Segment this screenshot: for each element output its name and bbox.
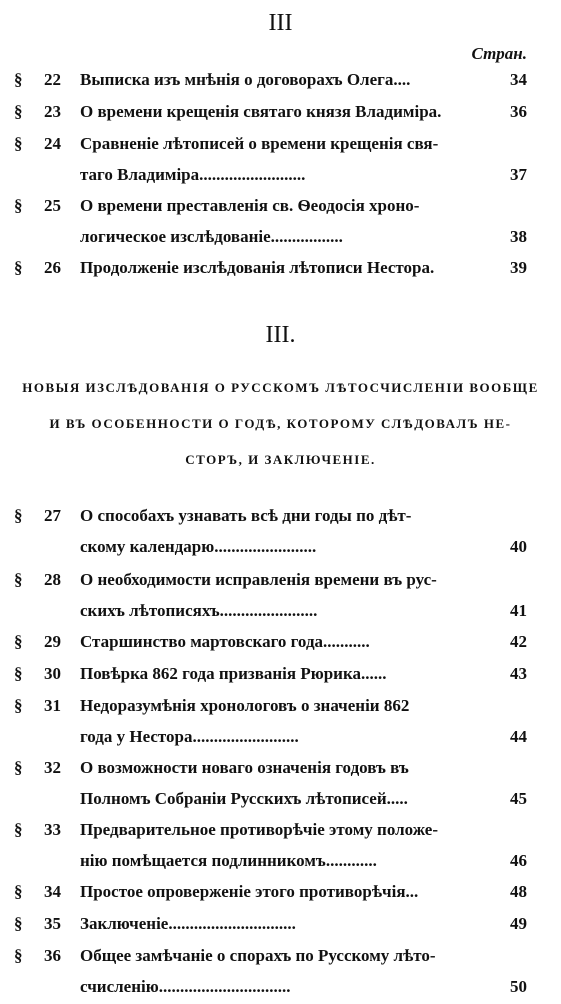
toc-entry-text: Сравненіе лѣтописей о времени крещенія свя- — [80, 134, 439, 153]
toc-entry-text: О необходимости исправленія времени въ рус- — [80, 570, 437, 589]
page-marker-top: III — [268, 10, 293, 36]
page-number: 45 — [510, 789, 527, 808]
section-sign: § — [14, 134, 23, 153]
section-sign: § — [14, 570, 23, 589]
section-number: 33 — [44, 820, 61, 839]
section-sign: § — [14, 758, 23, 777]
toc-entry-text: О времени преставленія св. Ѳеодосія хроно- — [80, 196, 420, 215]
toc-entry-line — [0, 908, 561, 939]
section-number: 34 — [44, 882, 61, 901]
section-sign: § — [14, 946, 23, 965]
page-number: 44 — [510, 727, 527, 746]
section-number: 32 — [44, 758, 61, 777]
section-heading-line-2: И ВЪ ОСОБЕННОСТИ О ГОДѢ, КОТОРОМУ СЛѢДОВАЛЪ НЕ- — [49, 416, 512, 431]
section-heading-line-3: СТОРЪ, И ЗАКЛЮЧЕНІЕ. — [185, 452, 376, 467]
section-marker: III. — [265, 322, 296, 348]
toc-entry-text: года у Нестора......................... — [80, 727, 299, 746]
section-number: 30 — [44, 664, 61, 683]
toc-entry-line — [0, 96, 561, 127]
toc-entry-text: скихъ лѣтописяхъ....................... — [80, 601, 318, 620]
section-number: 23 — [44, 102, 61, 121]
page-number: 42 — [510, 632, 527, 651]
toc-entry-line — [0, 876, 561, 907]
section-sign: § — [14, 506, 23, 525]
section-number: 28 — [44, 570, 61, 589]
section-sign: § — [14, 70, 23, 89]
toc-entry-line — [0, 940, 561, 971]
toc-entry — [0, 940, 561, 1002]
toc-entry-text: О способахъ узнавать всѣ дни годы по дѣт- — [80, 506, 412, 525]
toc-entry-line — [0, 531, 561, 562]
page-number: 34 — [510, 70, 527, 89]
toc-entry-text: таго Владиміра......................... — [80, 165, 306, 184]
section-sign: § — [14, 258, 23, 277]
section-sign: § — [14, 820, 23, 839]
toc-entry-text: счисленію............................... — [80, 977, 291, 996]
toc-entry-text: Предварительное противорѣчіе этому положе- — [80, 820, 439, 839]
page-number: 46 — [510, 851, 527, 870]
toc-entry-text: логическое изслѣдованіе................. — [80, 227, 343, 246]
toc-entry-line — [0, 595, 561, 626]
toc-entry-line — [0, 721, 561, 752]
toc-entry — [0, 96, 561, 127]
toc-entry-line — [0, 783, 561, 814]
page-column-header: Стран. — [471, 44, 527, 63]
toc-entry-text: скому календарю........................ — [80, 537, 317, 556]
section-number: 26 — [44, 258, 61, 277]
section-number: 25 — [44, 196, 61, 215]
page-number: 36 — [510, 102, 527, 121]
section-heading-line-1: НОВЫЯ ИЗСЛѢДОВАНІЯ О РУССКОМЪ ЛѢТОСЧИСЛЕНІИ ВООБЩЕ — [22, 380, 539, 395]
page-number: 50 — [510, 977, 527, 996]
page-number: 49 — [510, 914, 527, 933]
section-sign: § — [14, 914, 23, 933]
section-number: 27 — [44, 506, 61, 525]
section-sign: § — [14, 882, 23, 901]
toc-entry — [0, 908, 561, 939]
page-number: 39 — [510, 258, 527, 277]
section-number: 35 — [44, 914, 61, 933]
page-number: 41 — [510, 601, 527, 620]
section-sign: § — [14, 196, 23, 215]
toc-entry — [0, 690, 561, 752]
toc-entry-text: Выписка изъ мнѣнія о договорахъ Олега.... — [80, 70, 411, 89]
section-number: 22 — [44, 70, 61, 89]
toc-entry-line — [0, 658, 561, 689]
section-number: 24 — [44, 134, 61, 153]
toc-entry-line — [0, 752, 561, 783]
toc-entry-text: Полномъ Собраніи Русскихъ лѣтописей..... — [80, 789, 408, 808]
toc-entry-line — [0, 64, 561, 95]
page-number: 48 — [510, 882, 527, 901]
section-sign: § — [14, 696, 23, 715]
toc-entry-text: Простое опроверженіе этого противорѣчія... — [80, 882, 419, 901]
section-sign: § — [14, 664, 23, 683]
page-number: 37 — [510, 165, 527, 184]
toc-entry-text: Заключеніе.............................. — [80, 914, 296, 933]
toc-entry-line — [0, 190, 561, 221]
toc-entry — [0, 626, 561, 657]
toc-entry-line — [0, 690, 561, 721]
toc-entry — [0, 814, 561, 876]
section-sign: § — [14, 632, 23, 651]
page-number: 43 — [510, 664, 527, 683]
toc-entry — [0, 190, 561, 252]
section-number: 31 — [44, 696, 61, 715]
toc-entry-text: Недоразумѣнія хронологовъ о значеніи 862 — [80, 696, 410, 715]
toc-entry-line — [0, 221, 561, 252]
toc-entry-text: нію помѣщается подлинникомъ............ — [80, 851, 377, 870]
toc-entry — [0, 500, 561, 562]
toc-entry-line — [0, 971, 561, 1002]
page-number: 40 — [510, 537, 527, 556]
toc-entry — [0, 658, 561, 689]
toc-entry — [0, 876, 561, 907]
toc-entry-line — [0, 128, 561, 159]
toc-entry-text: О времени крещенія святаго князя Владиміра. — [80, 102, 442, 121]
toc-entry-line — [0, 564, 561, 595]
toc-entry-text: Повѣрка 862 года призванія Рюрика...... — [80, 664, 387, 683]
toc-entry-line — [0, 626, 561, 657]
toc-entry — [0, 564, 561, 626]
toc-entry-line — [0, 845, 561, 876]
toc-entry — [0, 64, 561, 95]
toc-entry-line — [0, 252, 561, 283]
section-number: 36 — [44, 946, 61, 965]
toc-entry-text: Продолженіе изслѣдованія лѣтописи Нестора. — [80, 258, 435, 277]
toc-entry — [0, 252, 561, 283]
toc-entry-line — [0, 159, 561, 190]
toc-entry — [0, 128, 561, 190]
toc-entry-text: Старшинство мартовскаго года........... — [80, 632, 370, 651]
toc-entry-line — [0, 500, 561, 531]
section-number: 29 — [44, 632, 61, 651]
toc-entry-text: Общее замѣчаніе о спорахъ по Русскому лѣто- — [80, 946, 436, 965]
toc-entry-line — [0, 814, 561, 845]
toc-entry — [0, 752, 561, 814]
section-sign: § — [14, 102, 23, 121]
page-number: 38 — [510, 227, 527, 246]
toc-entry-text: О возможности новаго означенія годовъ въ — [80, 758, 409, 777]
